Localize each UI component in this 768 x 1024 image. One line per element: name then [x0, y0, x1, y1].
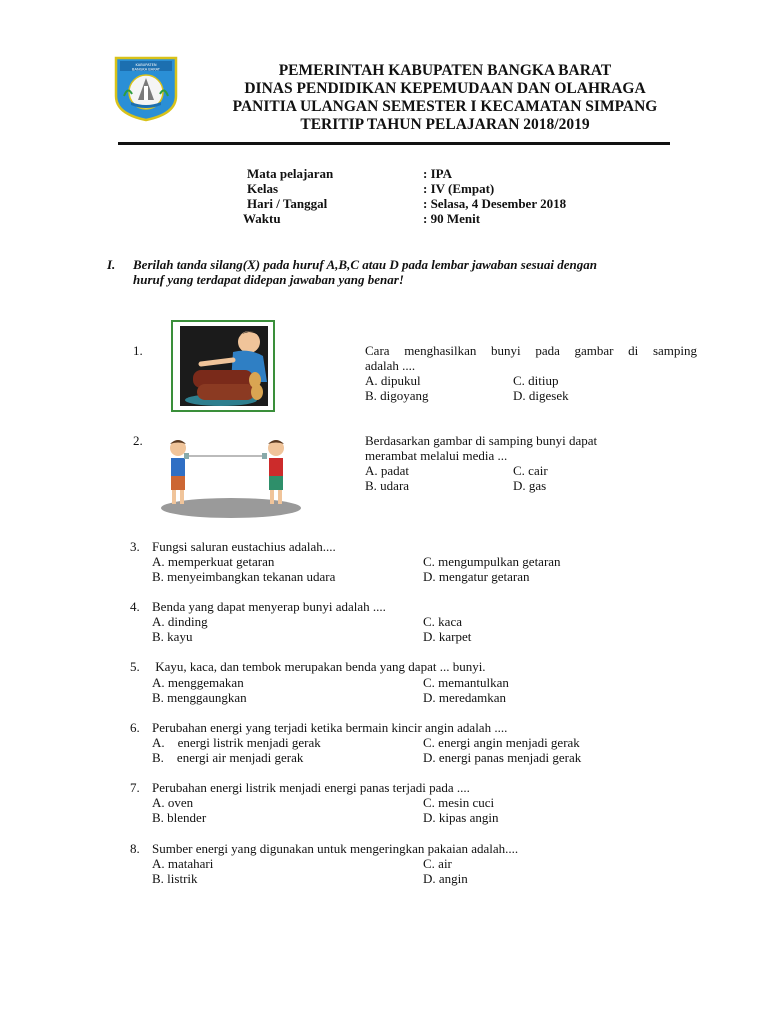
question-8-option-d[interactable]: D. angin	[423, 871, 468, 886]
header-divider	[118, 142, 670, 145]
instruction-text	[133, 257, 693, 287]
question-5-number: 5.	[130, 659, 140, 674]
question-6-option-b[interactable]: B. energi air menjadi gerak	[152, 750, 304, 765]
question-8-option-a[interactable]: A. matahari	[152, 856, 214, 871]
meta-label-class: Kelas	[247, 181, 279, 196]
question-7-option-b[interactable]: B. blender	[152, 810, 207, 825]
question-3-option-b[interactable]: B. menyeimbangkan tekanan udara	[152, 569, 336, 584]
question-5-stem: Kayu, kaca, dan tembok merupakan benda yang dapat ... bunyi.	[152, 659, 486, 674]
question-6-option-a[interactable]: A. energi listrik menjadi gerak	[152, 735, 321, 750]
instruction-line-2: huruf yang terdapat didepan jawaban yang benar!	[133, 272, 404, 287]
question-8-option-c[interactable]: C. air	[423, 856, 452, 871]
meta-label-subject: Mata pelajaran	[247, 166, 334, 181]
question-2-stem-line-1: Berdasarkan gambar di samping bunyi dapat	[365, 433, 598, 448]
svg-text:BANGKA BARAT: BANGKA BARAT	[132, 67, 160, 72]
question-5-option-d[interactable]: D. meredamkan	[423, 690, 507, 705]
question-6-option-c[interactable]: C. energi angin menjadi gerak	[423, 735, 580, 750]
question-3-option-c[interactable]: C. mengumpulkan getaran	[423, 554, 561, 569]
question-2-option-b[interactable]: B. udara	[365, 478, 410, 493]
header-line-2: DINAS PENDIDIKAN KEPEMUDAAN DAN OLAHRAGA	[244, 80, 646, 97]
question-5-option-c[interactable]: C. memantulkan	[423, 675, 509, 690]
question-4-option-a[interactable]: A. dinding	[152, 614, 208, 629]
question-4-number: 4.	[130, 599, 140, 614]
question-1-option-d[interactable]: D. digesek	[513, 388, 569, 403]
question-3-number: 3.	[130, 539, 140, 554]
question-7-stem: Perubahan energi listrik menjadi energi panas terjadi pada ....	[152, 780, 470, 795]
question-1-image	[171, 320, 275, 412]
question-8-option-b[interactable]: B. listrik	[152, 871, 198, 886]
question-6-stem: Perubahan energi yang terjadi ketika bermain kincir angin adalah ....	[152, 720, 508, 735]
svg-text:KABUPATEN: KABUPATEN	[135, 63, 157, 67]
kids-tin-can-telephone-icon	[158, 436, 304, 520]
question-7-option-c[interactable]: C. mesin cuci	[423, 795, 495, 810]
question-1-option-b[interactable]: B. digoyang	[365, 388, 429, 403]
bangka-barat-emblem-icon	[114, 56, 178, 122]
child-hitting-log-drum-icon	[171, 320, 275, 412]
district-logo	[114, 56, 178, 122]
question-3-stem: Fungsi saluran eustachius adalah....	[152, 539, 336, 554]
header-line-1: PEMERINTAH KABUPATEN BANGKA BARAT	[278, 62, 612, 79]
question-8-stem: Sumber energi yang digunakan untuk mengeringkan pakaian adalah....	[152, 841, 519, 856]
question-2-option-c[interactable]: C. cair	[513, 463, 548, 478]
question-2-option-a[interactable]: A. padat	[365, 463, 410, 478]
section-number: I.	[107, 257, 116, 272]
header-line-3: PANITIA ULANGAN SEMESTER I KECAMATAN SIMPANG	[232, 98, 658, 115]
meta-value-date: : Selasa, 4 Desember 2018	[423, 196, 567, 211]
question-6-option-d[interactable]: D. energi panas menjadi gerak	[423, 750, 582, 765]
question-7-number: 7.	[130, 780, 140, 795]
header-line-4: TERITIP TAHUN PELAJARAN 2018/2019	[300, 116, 590, 133]
question-2-image	[158, 436, 304, 520]
meta-label-date: Hari / Tanggal	[247, 196, 328, 211]
question-1-number: 1.	[133, 343, 143, 358]
question-4-option-d[interactable]: D. karpet	[423, 629, 472, 644]
question-4-option-b[interactable]: B. kayu	[152, 629, 193, 644]
question-1-stem-line-2: adalah ....	[365, 358, 416, 373]
question-1-option-c[interactable]: C. ditiup	[513, 373, 559, 388]
question-2-stem-line-2: merambat melalui media ...	[365, 448, 508, 463]
meta-value-subject: : IPA	[423, 166, 453, 181]
question-4-stem: Benda yang dapat menyerap bunyi adalah ....	[152, 599, 386, 614]
meta-value-class: : IV (Empat)	[423, 181, 495, 196]
question-3-option-a[interactable]: A. memperkuat getaran	[152, 554, 275, 569]
instruction-line-1: Berilah tanda silang(X) pada huruf A,B,C atau D pada lembar jawaban sesuai dengan	[133, 257, 598, 272]
question-6-number: 6.	[130, 720, 140, 735]
question-5-option-a[interactable]: A. menggemakan	[152, 675, 244, 690]
question-1-stem-line-1: Cara menghasilkan bunyi pada gambar di samping	[365, 343, 697, 358]
meta-value-time: : 90 Menit	[423, 211, 481, 226]
meta-label-time: Waktu	[243, 211, 281, 226]
question-7-option-a[interactable]: A. oven	[152, 795, 194, 810]
question-7-option-d[interactable]: D. kipas angin	[423, 810, 499, 825]
question-5-option-b[interactable]: B. menggaungkan	[152, 690, 247, 705]
question-8-number: 8.	[130, 841, 140, 856]
question-2-option-d[interactable]: D. gas	[513, 478, 547, 493]
question-4-option-c[interactable]: C. kaca	[423, 614, 462, 629]
question-3-option-d[interactable]: D. mengatur getaran	[423, 569, 530, 584]
question-2-number: 2.	[133, 433, 143, 448]
question-1-option-a[interactable]: A. dipukul	[365, 373, 421, 388]
